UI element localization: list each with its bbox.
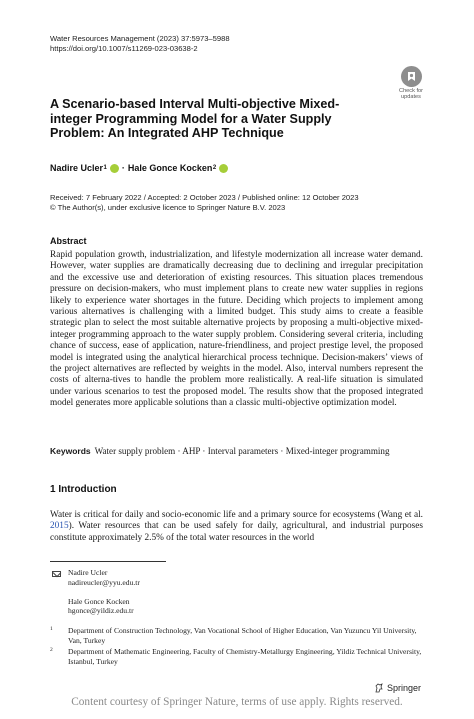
footnote-text: Department of Mathematic Engineering, Faculty of Chemistry-Metallurgy Engineering, Yildiz Technical University, Istanbul, Turkey bbox=[68, 647, 422, 666]
keywords-label: Keywords bbox=[50, 446, 91, 456]
keywords-text: Water supply problem · AHP · Interval parameters · Mixed-integer programming bbox=[94, 446, 390, 456]
journal-header bbox=[50, 34, 230, 54]
intro-text: ). Water resources that can be used safely for daily, agricultural, and industrial purposes constitute approximately 2.5% of the total water resources in the world bbox=[50, 521, 423, 543]
author-affiliation-ref: 2 bbox=[212, 165, 217, 171]
abstract-heading: Abstract bbox=[50, 236, 87, 246]
author-affiliation-ref: 1 bbox=[103, 165, 107, 171]
courtesy-notice: Content courtesy of Springer Nature, terms of use apply. Rights reserved. bbox=[71, 696, 403, 708]
keywords bbox=[50, 446, 430, 456]
envelope-icon bbox=[52, 571, 61, 577]
correspondent-email[interactable]: hgonce@yildiz.edu.tr bbox=[68, 606, 134, 616]
correspondent-name: Nadire Ucler bbox=[68, 568, 108, 577]
footnote-number: 2 bbox=[50, 647, 53, 653]
author-name[interactable]: Hale Gonce Kocken bbox=[127, 163, 213, 173]
correspondent-name: Hale Gonce Kocken bbox=[68, 596, 130, 606]
check-for-updates-icon bbox=[401, 66, 422, 87]
abstract-text: Rapid population growth, industrialization, and lifestyle modernization all increase water demand. However, water supplies are dramatically decreasing due to declining and irregular precipitation and the excessive use and deterioration of existing resources. This situation places tremendous pressure on decision-makers, who must implement plans to create new water supplies in regions likely to experience water shortages in the future. Deciding which projects to implement among various alternatives is challenging with a limited budget. This study aims to create a feasible strategic plan to select the most suitable alternative projects by proposing a multi-objective mixed-integer programming approach to the water supply problem. Considering several criteria, including chance of success, ease of application, nature-friendliness, and project prestige level, the proposed model is integrated using the analytical hierarchical process technique. Decision-makers’ views of the project alternatives are reflected by weights in the model. Also, interval numbers represent the costs of alterna-tives to handle the problem more realistically. A real-life situation is simulated under various scenarios to test the proposed model. The results show that the proposed integrated model generates more applicable solutions than a classic multi-objective optimization model. bbox=[50, 250, 423, 409]
copyright-line: © The Author(s), under exclusive licence to Springer Nature B.V. 2023 bbox=[50, 203, 286, 212]
intro-paragraph bbox=[50, 510, 423, 544]
journal-citation: Water Resources Management (2023) 37:5973–5988 bbox=[50, 34, 230, 43]
footnote-divider bbox=[50, 561, 166, 562]
author-list bbox=[50, 163, 231, 173]
springer-horse-icon bbox=[374, 683, 384, 693]
badge-line1: Check for bbox=[399, 88, 423, 94]
correspondence-block bbox=[68, 568, 140, 616]
orcid-icon[interactable] bbox=[219, 164, 228, 173]
footnote-text: Department of Construction Technology, Van Vocational School of Higher Education, Van Yuzuncu Yil University, Van, Turkey bbox=[68, 626, 417, 645]
article-title: A Scenario-based Interval Multi-objective Mixed-integer Programming Model for a Water Supply Problem: An Integrated AHP Technique bbox=[50, 97, 340, 141]
correspondent-email[interactable]: nadireucler@yyu.edu.tr bbox=[68, 577, 140, 587]
check-for-updates-badge[interactable] bbox=[392, 66, 430, 108]
author-separator: · bbox=[121, 163, 125, 173]
received-line: Received: 7 February 2022 / Accepted: 2 October 2023 / Published online: 12 October 2023 bbox=[50, 193, 359, 202]
footnote-number: 1 bbox=[50, 626, 53, 632]
intro-text: Water is critical for daily and socio-economic life and a primary source for ecosystems (Wang et al. bbox=[50, 510, 423, 520]
citation-link[interactable]: 2015 bbox=[50, 521, 69, 532]
section-heading: 1 Introduction bbox=[50, 484, 117, 495]
author-name[interactable]: Nadire Ucler bbox=[50, 163, 104, 173]
journal-doi[interactable]: https://doi.org/10.1007/s11269-023-03638-2 bbox=[50, 44, 198, 53]
publisher-logo bbox=[374, 683, 421, 693]
orcid-icon[interactable] bbox=[110, 164, 119, 173]
publisher-name: Springer bbox=[387, 683, 422, 693]
article-dates bbox=[50, 193, 359, 213]
badge-line2: updates bbox=[401, 94, 421, 101]
